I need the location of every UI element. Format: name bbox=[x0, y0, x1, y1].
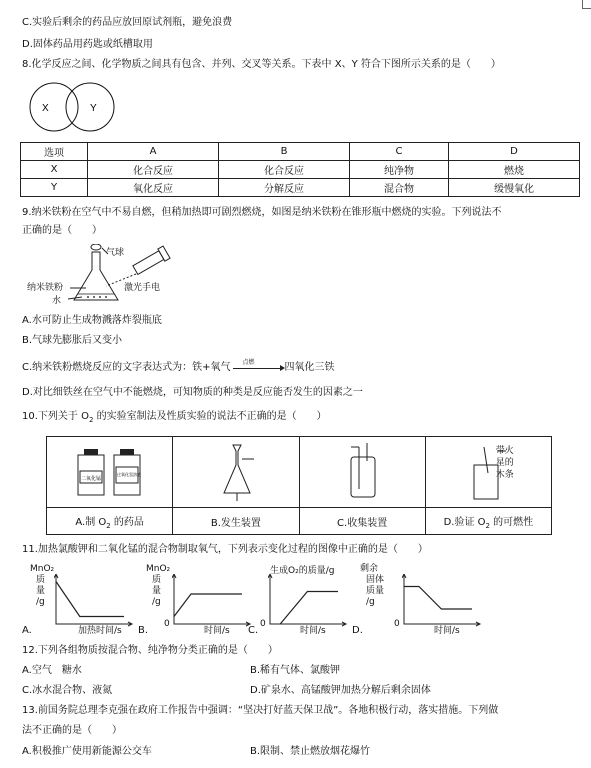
q11-series-line bbox=[56, 582, 124, 617]
q11-origin-label: 0 bbox=[260, 619, 266, 629]
venn-label-y: Y bbox=[90, 103, 97, 114]
q11-axes bbox=[270, 574, 346, 624]
q11-option-letter: C. bbox=[248, 625, 259, 636]
q12-option-c: C.冰水混合物、液氮 bbox=[22, 685, 113, 696]
q11-x-label: 加热时间/s bbox=[78, 626, 122, 636]
q11-option-letter: D. bbox=[352, 625, 363, 636]
question-8-stem: 8.化学反应之间、化学物质之间具有包含、并列、交叉等关系。下表中 X、Y 符合下图所示关系的是（ ） bbox=[22, 59, 501, 70]
q12-option-b: B.稀有气体、氯酸钾 bbox=[250, 665, 341, 676]
q11-y-label: /g bbox=[152, 597, 161, 607]
q11-graph bbox=[54, 574, 136, 630]
q9-option-b: B.气球先膨胀后又变小 bbox=[22, 335, 123, 346]
q11-y-label: /g bbox=[36, 597, 45, 607]
table-cell: 缓慢氧化 bbox=[449, 179, 580, 197]
generator-apparatus-icon bbox=[206, 439, 266, 503]
table-cell: 燃烧 bbox=[449, 161, 580, 179]
q9-option-c: C.纳米铁粉燃烧反应的文字表达式为：铁+氧气 点燃 四氧化三铁 bbox=[22, 359, 335, 373]
q9-option-a: A.水可防止生成物溅落炸裂瓶底 bbox=[22, 315, 162, 326]
header-cell: B bbox=[219, 143, 350, 161]
label-water: 水 bbox=[52, 296, 62, 306]
table-header-row bbox=[21, 143, 580, 161]
table-cell: 化合反应 bbox=[88, 161, 219, 179]
q11-y-label: MnO₂ bbox=[30, 564, 55, 574]
q11-origin-label: 0 bbox=[394, 619, 400, 629]
q11-axes bbox=[404, 574, 480, 624]
q11-y-label: 质 bbox=[36, 575, 46, 585]
question-9-stem-line1: 9.纳米铁粉在空气中不易自燃，但稍加热即可剧烈燃烧，如图是纳米铁粉在锥形瓶中燃烧的实验。下列说法不 bbox=[22, 207, 502, 218]
bottle-label-mno2: 二氧化锰 bbox=[80, 475, 101, 482]
q11-y-label: 质 bbox=[152, 575, 162, 585]
q11-axes bbox=[174, 574, 250, 624]
option-c-previous: C.实验后剩余的药品应放回原试剂瓶，避免浪费 bbox=[22, 17, 233, 28]
question-13-stem-line1: 13.前国务院总理李克强在政府工作报告中强调：“坚决打好蓝天保卫战”。各地积极行动，落实措施。下列做 bbox=[22, 705, 499, 716]
question-9-stem-line2: 正确的是（ ） bbox=[22, 225, 102, 236]
table-row bbox=[21, 161, 580, 179]
q12-option-d: D.矿泉水、高锰酸钾加热分解后剩余固体 bbox=[250, 685, 431, 696]
q11-origin-label: 0 bbox=[164, 619, 170, 629]
question-10-stem: 10.下列关于 $O_2$ 的实验室制法及性质实验的说法不正确的是（ ） bbox=[22, 411, 327, 424]
option-d-previous: D.固体药品用药匙或纸槽取用 bbox=[22, 39, 153, 50]
header-cell: D bbox=[449, 143, 580, 161]
table-cell: 分解反应 bbox=[219, 179, 350, 197]
q10-generator-cell bbox=[173, 437, 299, 508]
q11-x-label: 时间/s bbox=[204, 626, 230, 636]
venn-label-x: X bbox=[42, 103, 49, 114]
table-cell: 纯净物 bbox=[349, 161, 448, 179]
iron-powder-dots bbox=[87, 296, 107, 298]
q11-y-label: 剩余 bbox=[360, 564, 379, 574]
balloon-icon bbox=[91, 244, 101, 250]
q10-splint-cell bbox=[425, 437, 551, 508]
q11-option-letter: A. bbox=[22, 625, 32, 636]
header-cell: C bbox=[349, 143, 448, 161]
table-cell: X bbox=[21, 161, 88, 179]
q10-label-c: C.收集装置 bbox=[299, 508, 425, 535]
question-11-stem: 11.加热氯酸钾和二氧化锰的混合物制取氧气，下列表示变化过程的图像中正确的是（ ） bbox=[22, 544, 428, 555]
q10-label-d: D.验证 $O_2$ 的可燃性 bbox=[425, 508, 551, 535]
gas-collection-bottle-icon bbox=[337, 439, 387, 503]
table-cell: 混合物 bbox=[349, 179, 448, 197]
label-iron-powder: 纳米铁粉 bbox=[27, 283, 64, 293]
q13-option-a: A.积极推广使用新能源公交车 bbox=[22, 746, 152, 757]
q11-graph bbox=[402, 574, 484, 630]
header-cell: 选项 bbox=[21, 143, 88, 161]
header-cell: A bbox=[88, 143, 219, 161]
question-8-table bbox=[20, 142, 580, 197]
q11-series-line bbox=[404, 587, 472, 610]
q13-option-b: B.限制、禁止燃放烟花爆竹 bbox=[250, 746, 371, 757]
splint-label: 带火 星的 木条 bbox=[495, 446, 514, 480]
reaction-arrow: 点燃 bbox=[231, 361, 285, 374]
q11-graph bbox=[268, 574, 350, 630]
q10-label-b: B.发生装置 bbox=[173, 508, 299, 535]
q11-x-label: 时间/s bbox=[300, 626, 326, 636]
q12-option-a: A.空气 糖水 bbox=[22, 665, 82, 676]
q11-y-label: 量 bbox=[36, 586, 46, 596]
q11-y-label: 固体 bbox=[366, 575, 385, 585]
table-cell: 化合反应 bbox=[219, 161, 350, 179]
q10-bottles-cell bbox=[47, 437, 173, 508]
reagent-bottles-icon bbox=[70, 441, 150, 501]
q11-series-line bbox=[174, 594, 242, 617]
question-13-stem-line2: 法不正确的是（ ） bbox=[22, 725, 122, 736]
label-laser: 激光手电 bbox=[124, 283, 161, 293]
table-cell: 氧化反应 bbox=[88, 179, 219, 197]
q10-collector-cell bbox=[299, 437, 425, 508]
venn-circle-x bbox=[30, 83, 78, 131]
q11-y-label: 量 bbox=[152, 586, 162, 596]
q11-y-label: 生成O₂的质量/g bbox=[270, 566, 335, 576]
q9-option-d: D.对比细铁丝在空气中不能燃烧，可知物质的种类是反应能否发生的因素之一 bbox=[22, 387, 363, 398]
question-10-table bbox=[46, 436, 552, 535]
q11-graph bbox=[172, 574, 254, 630]
venn-diagram bbox=[24, 80, 134, 135]
q10-label-a: A.制 $O_2$ 的药品 bbox=[47, 508, 173, 535]
question-12-stem: 12.下列各组物质按混合物、纯净物分类正确的是（ ） bbox=[22, 645, 278, 656]
page-corner-mark bbox=[582, 0, 591, 9]
q11-x-label: 时间/s bbox=[434, 626, 460, 636]
table-row bbox=[21, 179, 580, 197]
q11-y-label: MnO₂ bbox=[146, 564, 171, 574]
q11-y-label: /g bbox=[366, 597, 375, 607]
bottle-label-h2o2: 过氧化氢溶液 bbox=[116, 471, 141, 477]
q11-option-letter: B. bbox=[138, 625, 149, 636]
q11-y-label: 质量 bbox=[366, 586, 385, 596]
table-cell: Y bbox=[21, 179, 88, 197]
laser-torch-icon bbox=[132, 246, 170, 276]
q11-series-line bbox=[280, 592, 338, 625]
label-balloon: 气球 bbox=[106, 248, 125, 258]
